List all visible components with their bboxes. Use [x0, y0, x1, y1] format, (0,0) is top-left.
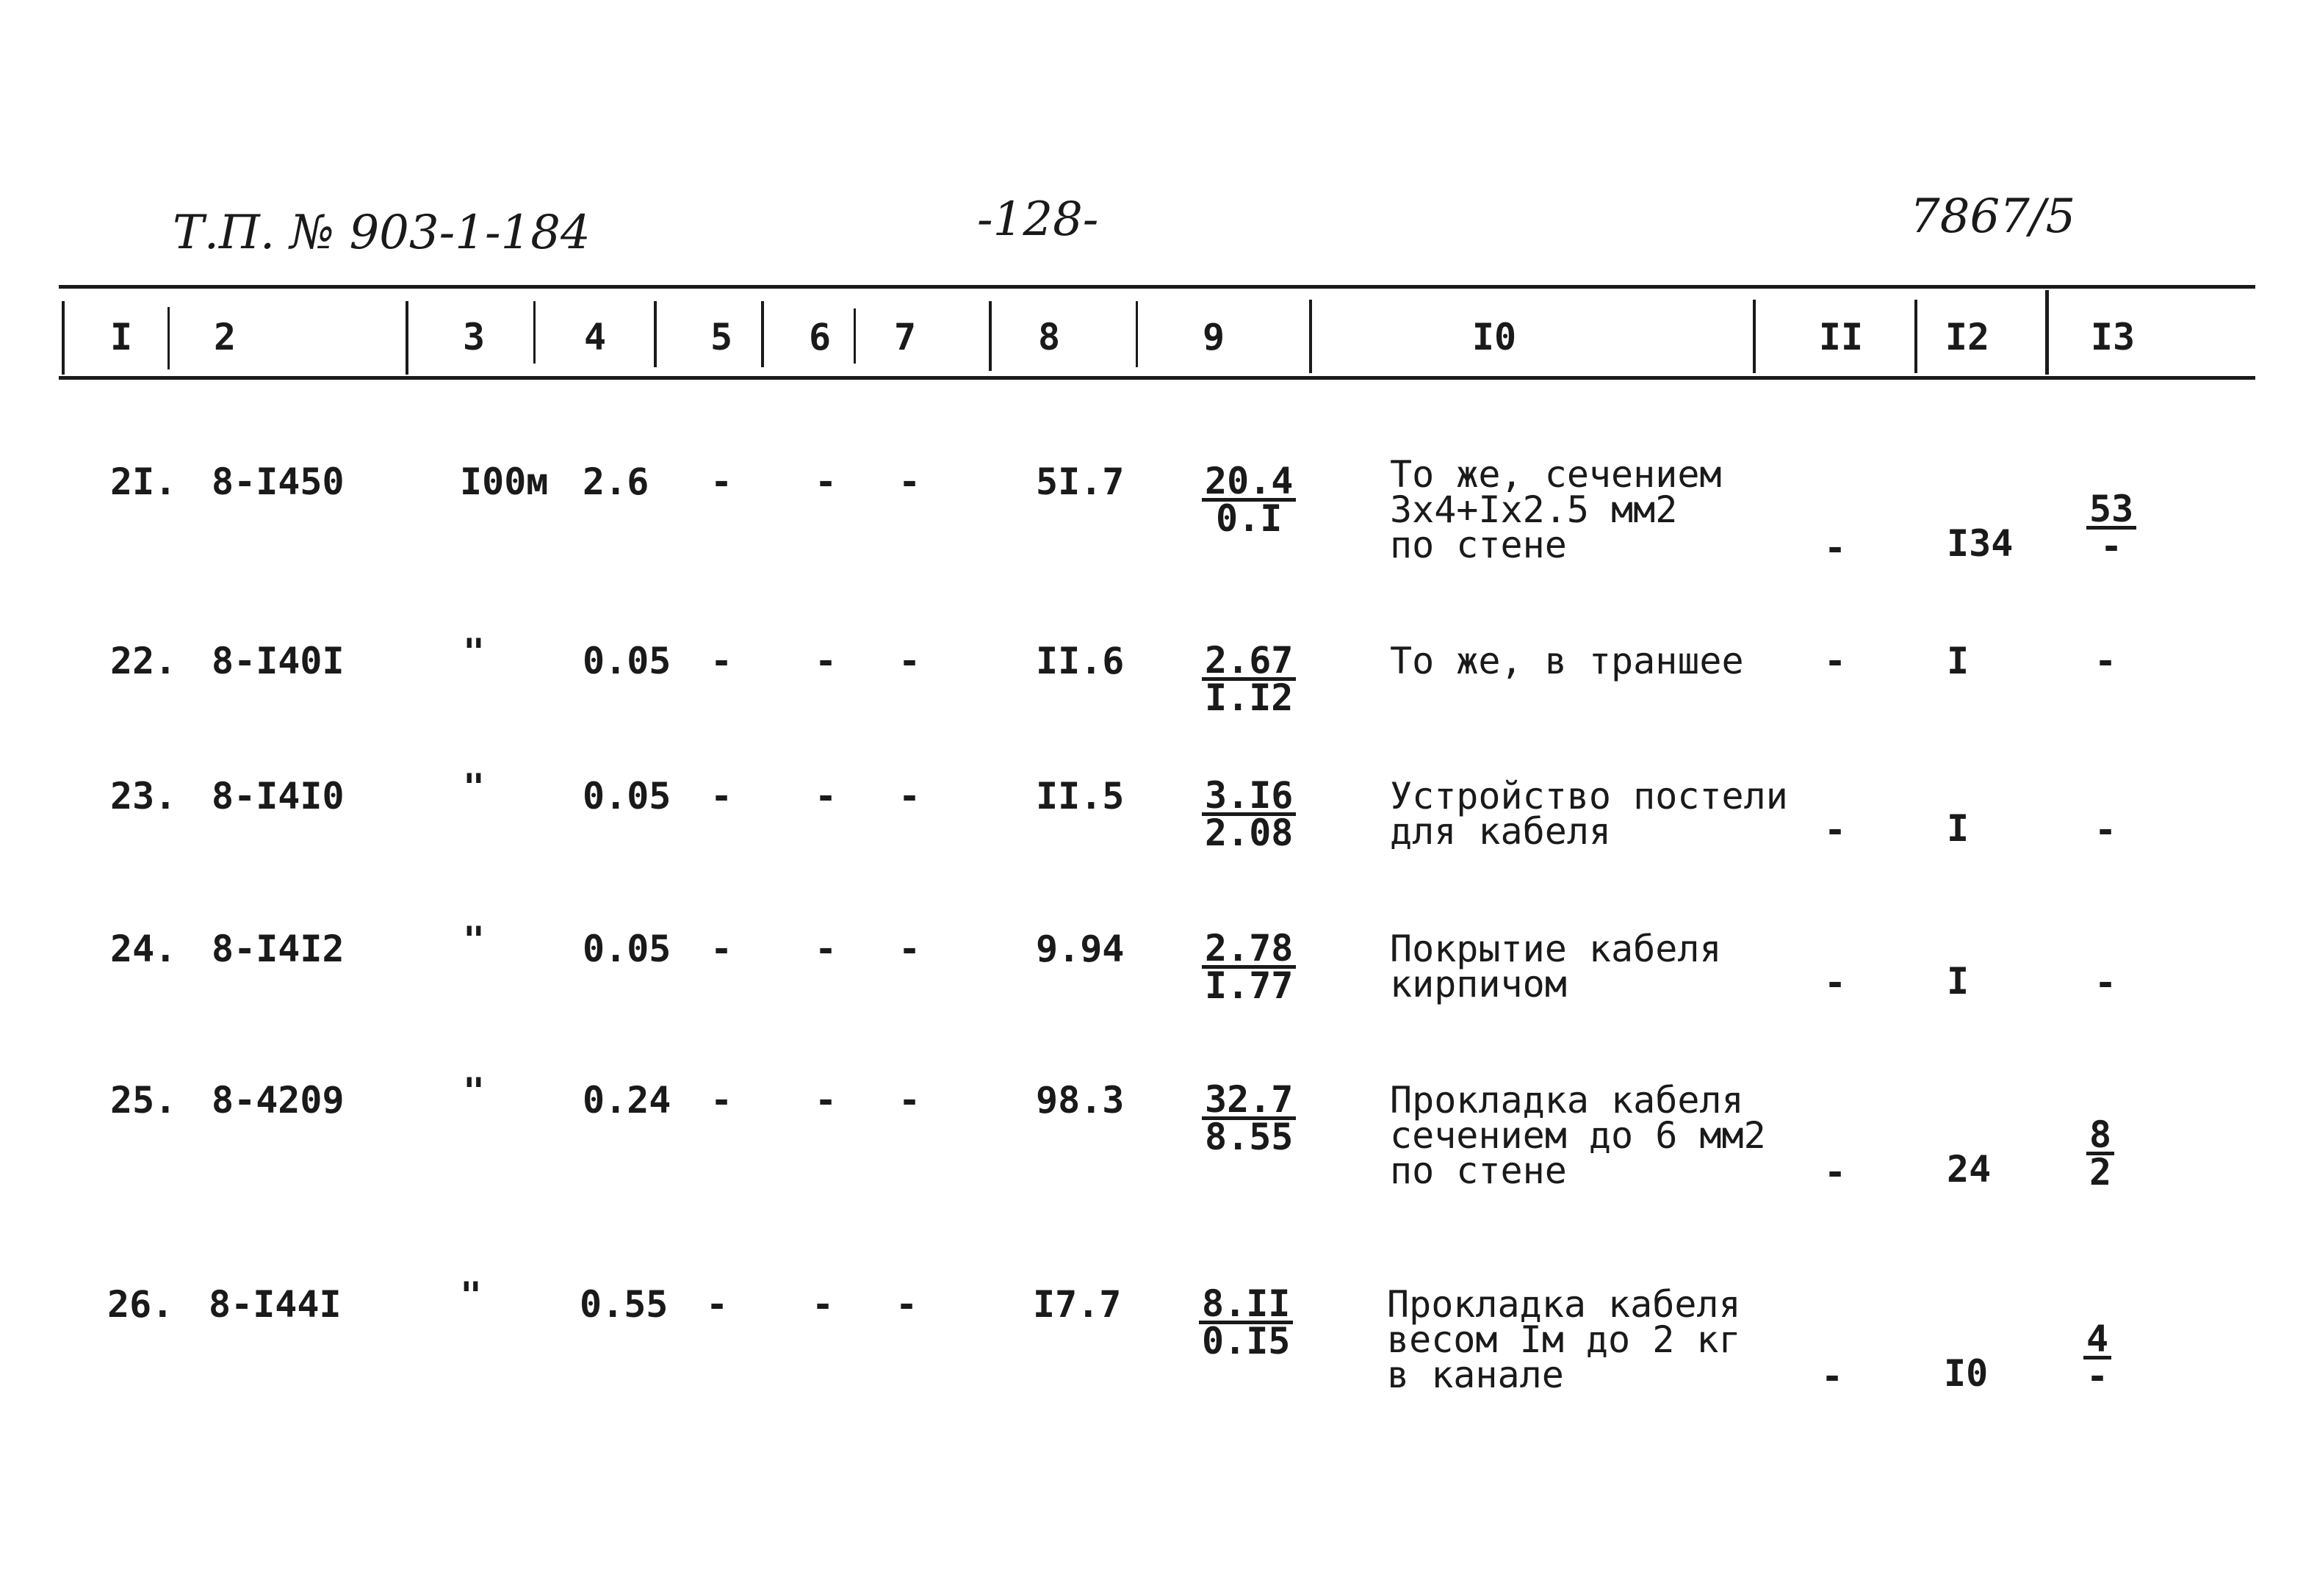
row-code: 8-I450: [212, 461, 345, 503]
column-divider: [1136, 301, 1138, 367]
row-col7: -: [898, 928, 921, 970]
row-quantity: 0.55: [580, 1283, 669, 1326]
column-divider: [62, 301, 65, 375]
row-col9-fraction: [1202, 460, 1296, 540]
row-quantity: 0.24: [583, 1079, 671, 1122]
row-col11: -: [1823, 640, 1847, 682]
row-col11: -: [1823, 961, 1847, 1004]
row-col12: I0: [1944, 1352, 1989, 1395]
column-divider: [761, 301, 764, 367]
row-quantity: 2.6: [583, 461, 649, 503]
row-code: 8-I40I: [212, 640, 345, 682]
page-number: -128-: [977, 192, 1099, 247]
column-header-12: I2: [1945, 316, 1990, 358]
description-line: в канале: [1387, 1354, 1564, 1396]
row-unit: ": [463, 1070, 486, 1113]
row-col8: II.5: [1036, 775, 1125, 817]
row-col13-fraction: [2083, 1318, 2111, 1398]
row-description: [1390, 640, 1744, 682]
row-col7: -: [898, 775, 921, 817]
fraction-denominator: 0.I5: [1202, 1320, 1291, 1362]
row-description: [1390, 928, 1722, 1005]
row-code: 8-I44I: [209, 1283, 342, 1326]
fraction-numerator: 20.4: [1202, 464, 1296, 502]
row-code: 8-I4I2: [212, 928, 345, 970]
row-col13: -: [2094, 809, 2117, 851]
description-line: по стене: [1390, 524, 1567, 566]
row-col12: I34: [1947, 522, 2014, 565]
row-col5: -: [710, 928, 733, 970]
column-header-11: II: [1818, 316, 1864, 358]
row-col9-fraction: [1202, 927, 1296, 1007]
row-code: 8-4209: [212, 1079, 345, 1122]
row-col7: -: [898, 640, 921, 682]
row-col11: -: [1820, 1355, 1844, 1398]
column-header-6: 6: [808, 316, 832, 358]
table-row: [0, 453, 2317, 640]
fraction-denominator: -: [2086, 1355, 2109, 1398]
fraction-denominator: I.77: [1205, 964, 1294, 1007]
document-code: 7867/5: [1910, 189, 2076, 244]
column-header-7: 7: [893, 316, 917, 358]
description-line: То же, сечением: [1390, 453, 1722, 496]
column-divider: [533, 301, 536, 364]
row-unit: ": [463, 919, 486, 961]
fraction-denominator: 0.I: [1216, 497, 1283, 540]
row-number: 22.: [110, 640, 177, 682]
row-number: 26.: [107, 1283, 174, 1326]
row-col6: -: [814, 775, 837, 817]
column-divider: [854, 308, 856, 364]
row-col13-fraction: [2086, 488, 2136, 568]
table-row: [0, 919, 2317, 1113]
row-unit: ": [460, 1274, 483, 1317]
table-row: [0, 1274, 2317, 1463]
description-line: сечением до 6 мм2: [1390, 1114, 1766, 1157]
fraction-numerator: 8: [2086, 1118, 2114, 1155]
row-col8: II.6: [1036, 640, 1125, 682]
column-divider: [1914, 300, 1917, 373]
row-col13: -: [2094, 640, 2117, 682]
row-col9-fraction: [1202, 774, 1296, 854]
row-col11: -: [1823, 527, 1847, 569]
row-col8: I7.7: [1033, 1283, 1122, 1326]
row-col5: -: [710, 640, 733, 682]
row-col9-fraction: [1202, 639, 1296, 719]
row-quantity: 0.05: [583, 640, 671, 682]
row-col9-fraction: [1199, 1282, 1293, 1362]
row-unit: I00м: [460, 461, 549, 503]
row-col13-fraction: [2086, 1113, 2114, 1194]
column-divider: [1309, 300, 1312, 373]
fraction-numerator: 4: [2083, 1322, 2111, 1360]
column-header-10: I0: [1471, 316, 1517, 358]
row-col7: -: [898, 461, 921, 503]
column-header-4: 4: [583, 316, 607, 358]
fraction-numerator: 53: [2086, 492, 2136, 530]
fraction-numerator: 32.7: [1202, 1083, 1296, 1120]
column-divider: [167, 307, 170, 369]
row-col12: I: [1947, 640, 1970, 682]
row-code: 8-I4I0: [212, 775, 345, 817]
fraction-denominator: -: [2100, 525, 2123, 568]
fraction-numerator: 2.78: [1202, 931, 1296, 969]
column-header-2: 2: [213, 316, 237, 358]
description-line: для кабеля: [1390, 810, 1612, 853]
row-col11: -: [1823, 1151, 1847, 1194]
row-unit: ": [463, 766, 486, 809]
row-description: [1390, 1079, 1766, 1192]
row-col6: -: [814, 640, 837, 682]
row-col9-fraction: [1202, 1078, 1296, 1158]
row-description: [1390, 775, 1788, 853]
row-col12: I: [1947, 807, 1970, 850]
column-divider: [2045, 290, 2049, 375]
row-col8: 5I.7: [1036, 461, 1125, 503]
fraction-denominator: 2: [2089, 1151, 2112, 1194]
fraction-numerator: 3.I6: [1202, 779, 1296, 816]
row-col13: -: [2094, 961, 2117, 1004]
row-col6: -: [814, 461, 837, 503]
row-col5: -: [710, 1079, 733, 1122]
description-line: Прокладка кабеля: [1390, 1079, 1744, 1122]
row-col5: -: [710, 775, 733, 817]
column-header-1: I: [109, 316, 133, 358]
fraction-denominator: I.I2: [1205, 676, 1294, 719]
description-line: Устройство постели: [1390, 775, 1788, 817]
column-header-9: 9: [1202, 316, 1225, 358]
table-row: [0, 1070, 2317, 1259]
table-header-bottom-rule: [59, 376, 2255, 380]
column-header-13: I3: [2090, 316, 2136, 358]
row-col5: -: [710, 461, 733, 503]
column-header-5: 5: [710, 316, 733, 358]
column-header-8: 8: [1037, 316, 1061, 358]
fraction-numerator: 8.II: [1199, 1287, 1293, 1324]
column-divider: [406, 301, 408, 375]
row-col6: -: [814, 928, 837, 970]
description-line: Прокладка кабеля: [1387, 1283, 1741, 1326]
table-top-rule: [59, 285, 2255, 289]
row-quantity: 0.05: [583, 928, 671, 970]
row-number: 25.: [110, 1079, 177, 1122]
row-col6: -: [811, 1283, 835, 1326]
document-reference: Т.П. № 903-1-184: [173, 206, 591, 260]
row-description: [1390, 453, 1722, 566]
description-line: То же, в траншее: [1390, 640, 1744, 682]
row-description: [1387, 1283, 1741, 1396]
row-number: 24.: [110, 928, 177, 970]
description-line: 3х4+Iх2.5 мм2: [1390, 488, 1678, 531]
row-col8: 9.94: [1036, 928, 1125, 970]
row-col12: 24: [1947, 1148, 1992, 1191]
row-unit: ": [463, 631, 486, 674]
fraction-denominator: 2.08: [1205, 812, 1294, 854]
row-number: 2I.: [110, 461, 177, 503]
fraction-denominator: 8.55: [1205, 1116, 1294, 1158]
description-line: Покрытие кабеля: [1390, 928, 1722, 970]
column-divider: [989, 301, 992, 371]
description-line: весом Iм до 2 кг: [1387, 1318, 1741, 1361]
row-col6: -: [814, 1079, 837, 1122]
row-col12: I: [1947, 960, 1970, 1003]
row-col5: -: [705, 1283, 729, 1326]
column-header-3: 3: [462, 316, 486, 358]
table-row: [0, 766, 2317, 955]
row-col7: -: [898, 1079, 921, 1122]
description-line: кирпичом: [1390, 963, 1567, 1005]
description-line: по стене: [1390, 1149, 1567, 1192]
row-number: 23.: [110, 775, 177, 817]
row-col8: 98.3: [1036, 1079, 1125, 1122]
column-divider: [1753, 300, 1756, 373]
row-col7: -: [895, 1283, 918, 1326]
row-col11: -: [1823, 809, 1847, 851]
fraction-numerator: 2.67: [1202, 643, 1296, 681]
column-divider: [654, 301, 657, 367]
row-quantity: 0.05: [583, 775, 671, 817]
